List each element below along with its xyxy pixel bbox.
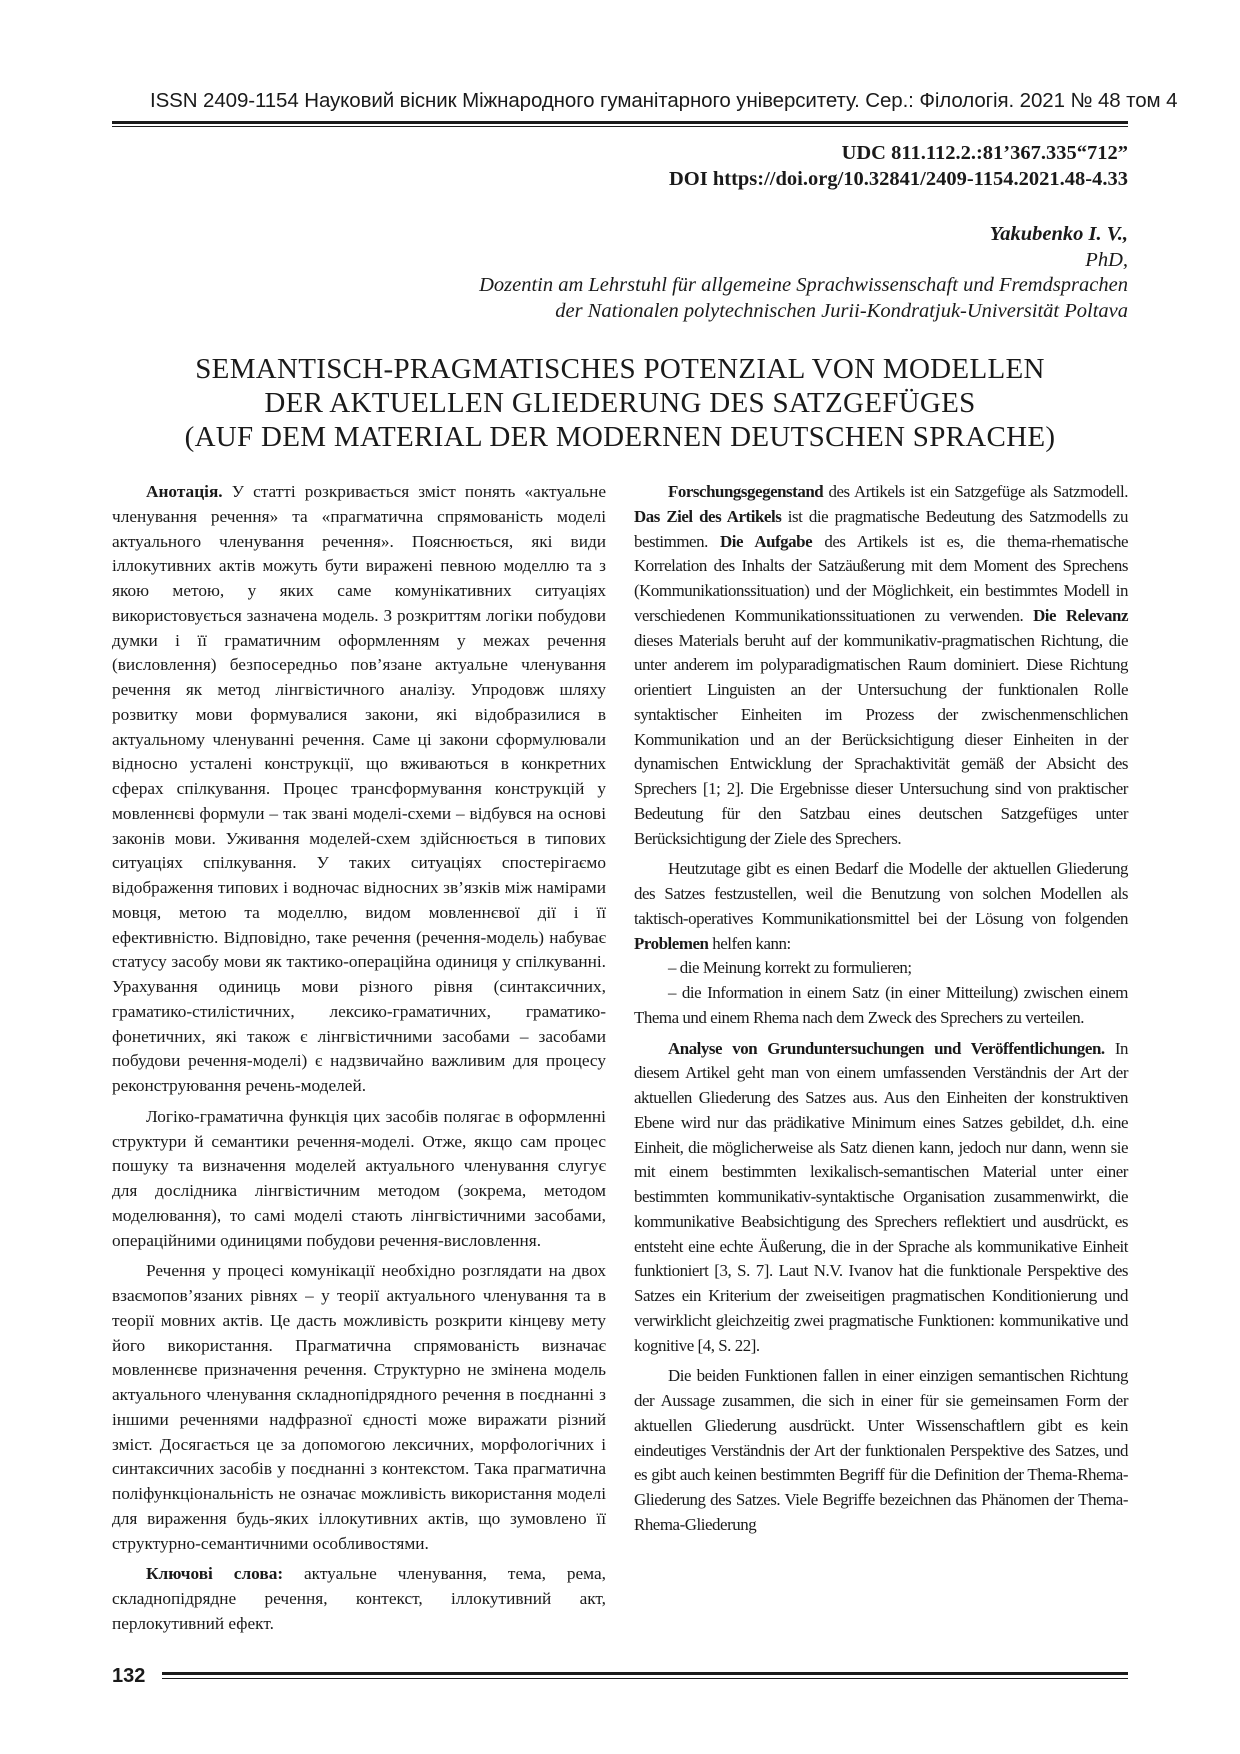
keywords-text: актуальне членування, тема, рема, складнопідрядне речення, контекст, іллокутивний акт, перлокутивний ефект. (112, 1564, 606, 1633)
author-position-line2: der Nationalen polytechnischen Jurii-Kondratjuk-Universität Poltava (555, 299, 1128, 322)
right-column (634, 480, 1128, 1544)
text-segment: des Artikels ist es, die thema-rhematische Korrelation des Inhalts der Satzäußerung mit dem Moment des Sprechens (Kommunikationssituation) und der Möglichkeit, ein bestimmtes Modell in verschiedenen Kommunikationssituationen zu verwenden. (634, 531, 1128, 625)
right-paragraph-4: Die beiden Funktionen fallen in einer einzigen semantischen Richtung der Aussage zusammen, die sich in einer für sie gemeinsamen Form der aktuellen Gliederung ausdrückt. Unter Wissenschaftlern gibt es kein eindeutiges Verständnis der Art der funktionalen Perspektive des Satzes, und es gibt auch keinen bestimmten Begriff für die Definition der Thema-Rhema-Gliederung des Satzes. Viele Begriffe bezeichnen das Phänomen der Thema-Rhema-Gliederung (634, 1366, 1128, 1534)
keywords-paragraph (112, 1562, 606, 1636)
author-name: Yakubenko I. V., (989, 223, 1128, 245)
text-segment: ist die pragmatische Bedeutung des Satzmodells zu bestimmen. (634, 506, 1128, 551)
author-degree: PhD, (1085, 248, 1128, 271)
right-paragraph-3 (634, 1037, 1128, 1359)
page-number: 132 (112, 1665, 146, 1687)
text-segment: helfen kann: (712, 933, 791, 953)
title-line-2: DER AKTUELLEN GLIEDERUNG DES SATZGEFÜGES (264, 387, 976, 419)
left-paragraph-3: Речення у процесі комунікації необхідно розглядати на двох взаємопов’язаних рівнях – у теорії актуального членування та в теорії мовних актів. Це дасть можливість розкрити кінцеву мету його використання. Прагматична спрямованість визначає мовленнєве призначення речення. Структурно не змінена модель актуального членування складнопідрядного речення в поєднанні з іншими реченнями надфразної єдності може виражати різний зміст. Досягається це за допомогою лексичних, морфологічних і синтаксичних засобів у поєднанні з контекстом. Така прагматична поліфункціональність не означає можливість використання моделі для вираження будь-яких іллокутивних актів, що зумовлено її структурно-семантичними особливостями. (112, 1261, 606, 1553)
list-item-1: – die Meinung korrekt zu formulieren; (668, 958, 912, 978)
footer-rule-thin (162, 1678, 1128, 1679)
text-segment: In diesem Artikel geht man von einem umfassenden Verständnis der Art der aktuellen Gliederung des Satzes aus. Aus den Einheiten der konstruktiven Ebene wird nur das prädikative Minimum eines Satzes gebildet, d.h. eine Einheit, die möglicherweise als Satz dienen kann, jedoch nur dann, wenn sie mit einem bestimmten lexikalisch-semantischen Material unter einer bestimmten kommunikativ-syntaktische Organisation zusammenwirkt, die kommunikative Beabsichtigung des Sprechers reflektiert und ausdrückt, es entsteht eine echte Äußerung, die in der Sprache als kommunikative Einheit funktioniert [3, S. 7]. Laut N.V. Ivanov hat die funktionale Perspektive des Satzes ein Kriterium der zweiseitigen pragmatischen Konditionierung und verwirklicht gleichzeitig zwei pragmatische Funktionen: kommunikative und kognitive [4, S. 22]. (634, 1038, 1128, 1355)
text-segment: Heutzutage gibt es einen Bedarf die Modelle der aktuellen Gliederung des Satzes festzustellen, weil die Benutzung von solchen Modellen als taktisch-operatives Kommunikationsmittel bei der Lösung von folgenden (634, 859, 1128, 928)
term-aufgabe: Die Aufgabe (720, 531, 813, 551)
title-line-1: SEMANTISCH-PRAGMATISCHES POTENZIAL VON MODELLEN (195, 353, 1045, 385)
term-relevanz: Die Relevanz (1033, 605, 1128, 625)
author-block (479, 222, 1128, 324)
list-item-2: – die Information in einem Satz (in einer Mitteilung) zwischen einem Thema und einem Rhema nach dem Zweck des Sprechers zu verteilen. (634, 983, 1128, 1027)
term-ziel: Das Ziel des Artikels (634, 506, 782, 526)
keywords-label: Ключові слова: (146, 1564, 284, 1584)
abstract-text: У статті розкривається зміст понять «актуальне членування речення» та «прагматична спрямованість моделі актуального членування речення». Пояснюється, які види іллокутивних актів можуть бути виражені певною моделлю та з якою метою, у яких саме комунікативних ситуаціях використовується зазначена модель. З розкриттям логіки побудови думки і її граматичним оформленням у межах речення (висловлення) безпосередньо пов’язане актуальне членування речення як метод лінгвістичного аналізу. Упродовж шляху розвитку мови формувалися закони, які відобразилися в актуальному членуванні речення. Саме ці закони сформулювали відносно усталені конструкції, що вживаються в конкретних сферах спілкування. Процес трансформування конструкцій у мовленнєві формули – так звані моделі-схеми – відбувся на основі законів мови. Уживання моделей-схем здійснюється в типових ситуаціях спілкування. У таких ситуаціях спостерігаємо відображення типових і водночас відносних зв’язків між намірами мовця, метою та моделлю, видом мовленнєвої дії і її ефективністю. Відповідно, таке речення (речення-модель) набуває статусу засобу мови як тактико-операційна одиниця у спілкуванні. Урахування одиниць мови різного рівня (синтаксичних, граматико-стилістичних, лексико-граматичних, граматико-фонетичних, які також є лінгвістичними засобами – засобами побудови речення-моделі) є надзвичайно важливим для процесу реконструювання речень-моделей. (112, 482, 606, 1095)
text-segment: dieses Materials beruht auf der kommunikativ-pragmatischen Richtung, die unter anderem im polyparadigmatischen Raum dominiert. Diese Richtung orientiert Linguisten an der Untersuchung der funktionalen Rolle syntaktischer Einheiten im Prozess der zwischenmenschlichen Kommunikation und an der Berücksichtigung dieser Einheiten in der dynamischen Entwicklung der Sprachaktivität gemäß der Absicht des Sprechers [1; 2]. Die Ergebnisse dieser Untersuchung sind von praktischer Bedeutung für den Satzbau eines deutschen Satzgefüges unter Berücksichtigung der Ziele des Sprechers. (634, 630, 1128, 848)
term-forschungsgegenstand: Forschungsgegenstand (668, 482, 824, 501)
footer-rule-thick (162, 1672, 1128, 1675)
left-column (112, 480, 606, 1643)
header-rule-thick (112, 121, 1128, 124)
doi-link[interactable]: DOI https://doi.org/10.32841/2409-1154.2021.48-4.33 (669, 168, 1128, 190)
term-problemen: Problemen (634, 933, 709, 953)
article-title (112, 352, 1128, 454)
udc-code: UDC 811.112.2.:81’367.335“712” (841, 142, 1128, 164)
text-segment: des Artikels ist ein Satzgefüge als Satzmodell. (828, 482, 1128, 501)
abstract-label: Анотація. (146, 482, 223, 501)
author-position-line1: Dozentin am Lehrstuhl für allgemeine Sprachwissenschaft und Fremdsprachen (479, 274, 1128, 296)
header-rule-thin (112, 126, 1128, 127)
right-paragraph-1 (634, 480, 1128, 851)
journal-header: ISSN 2409-1154 Науковий вісник Міжнародного гуманітарного університету. Сер.: Філологія. 2021 № 48 том 4 (150, 89, 1178, 112)
right-paragraph-2 (634, 857, 1128, 956)
abstract-paragraph (112, 480, 606, 1099)
title-line-3: (AUF DEM MATERIAL DER MODERNEN DEUTSCHEN SPRACHE) (184, 421, 1056, 453)
section-heading-analyse: Analyse von Grunduntersuchungen und Veröffentlichungen. (668, 1038, 1105, 1058)
left-paragraph-2: Логіко-граматична функція цих засобів полягає в оформленні структури й семантики речення-моделі. Отже, якщо сам процес пошуку та визначення моделей актуального членування слугує для дослідника лінгвістичним методом (зокрема, методом моделювання), то самі моделі стають лінгвістичними засобами, операційними одиницями побудови речення-висловлення. (112, 1106, 606, 1250)
